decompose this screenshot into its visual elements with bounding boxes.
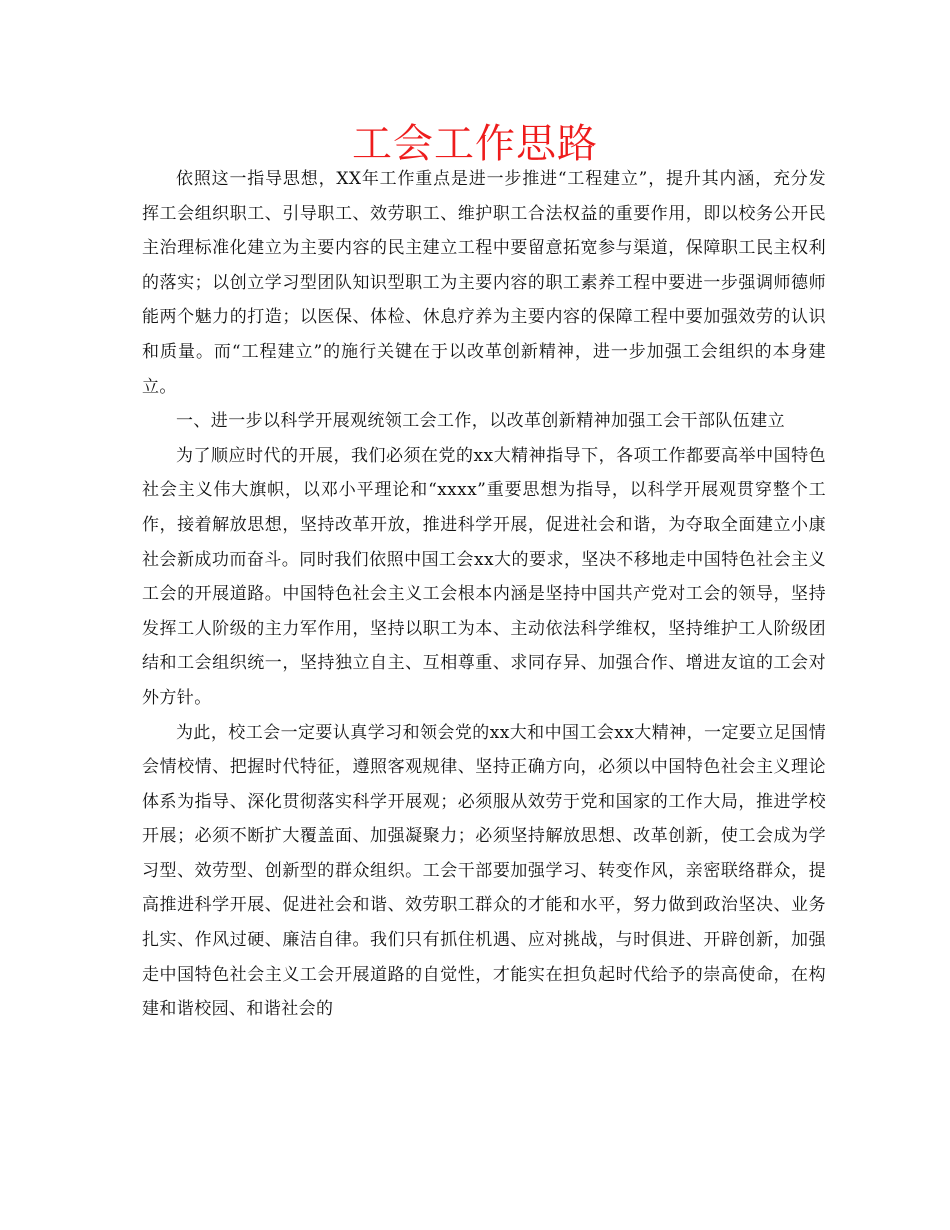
paragraph-union-tasks: 为此，校工会一定要认真学习和领会党的xx大和中国工会xx大精神，一定要立足国情会情校情、把握时代特征，遵照客观规律、坚持正确方向，必须以中国特色社会主义理论体系为指导、深化贯彻落实科学开展观；必须服从效劳于党和国家的工作大局，推进学校开展；必须不断扩大覆盖面、加强凝聚力；必须坚持解放思想、改革创新，使工会成为学习型、效劳型、创新型的群众组织。工会干部要加强学习、转变作风，亲密联络群众，提高推进科学开展、促进社会和谐、效劳职工群众的才能和水平，努力做到政治坚决、业务扎实、作风过硬、廉洁自律。我们只有抓住机遇、应对挑战，与时俱进、开辟创新，加强走中国特色社会主义工会开展道路的自觉性，才能实在担负起时代给予的崇高使命，在构建和谐校园、和谐社会的	[142, 722, 826, 1020]
paragraph-development: 为了顺应时代的开展，我们必须在党的xx大精神指导下，各项工作都要高举中国特色社会主义伟大旗帜，以邓小平理论和“xxxx”重要思想为指导，以科学开展观贯穿整个工作，接着解放思想，坚持改革开放，推进科学开展，促进社会和谐，为夺取全面建立小康社会新成功而奋斗。同时我们依照中国工会xx大的要求，坚决不移地走中国特色社会主义工会的开展道路。中国特色社会主义工会根本内涵是坚持中国共产党对工会的领导，坚持发挥工人阶级的主力军作用，坚持以职工为本、主动依法科学维权，坚持维护工人阶级团结和工会组织统一，坚持独立自主、互相尊重、求同存异、加强合作、增进友谊的工会对外方针。	[142, 445, 826, 708]
document-body	[142, 162, 826, 1027]
section-heading-1: 一、进一步以科学开展观统领工会工作，以改革创新精神加强工会干部队伍建立	[176, 411, 785, 432]
document-title: 工会工作思路	[352, 121, 598, 167]
paragraph-guiding-thought: 依照这一指导思想，XX年工作重点是进一步推进“工程建立”，提升其内涵，充分发挥工会组织职工、引导职工、效劳职工、维护职工合法权益的重要作用，即以校务公开民主治理标准化建立为主要内容的民主建立工程中要留意拓宽参与渠道，保障职工民主权利的落实；以创立学习型团队知识型职工为主要内容的职工素养工程中要进一步强调师德师能两个魅力的打造；以医保、体检、休息疗养为主要内容的保障工程中要加强效劳的认识和质量。而“工程建立”的施行关键在于以改革创新精神，进一步加强工会组织的本身建立。	[142, 169, 826, 397]
